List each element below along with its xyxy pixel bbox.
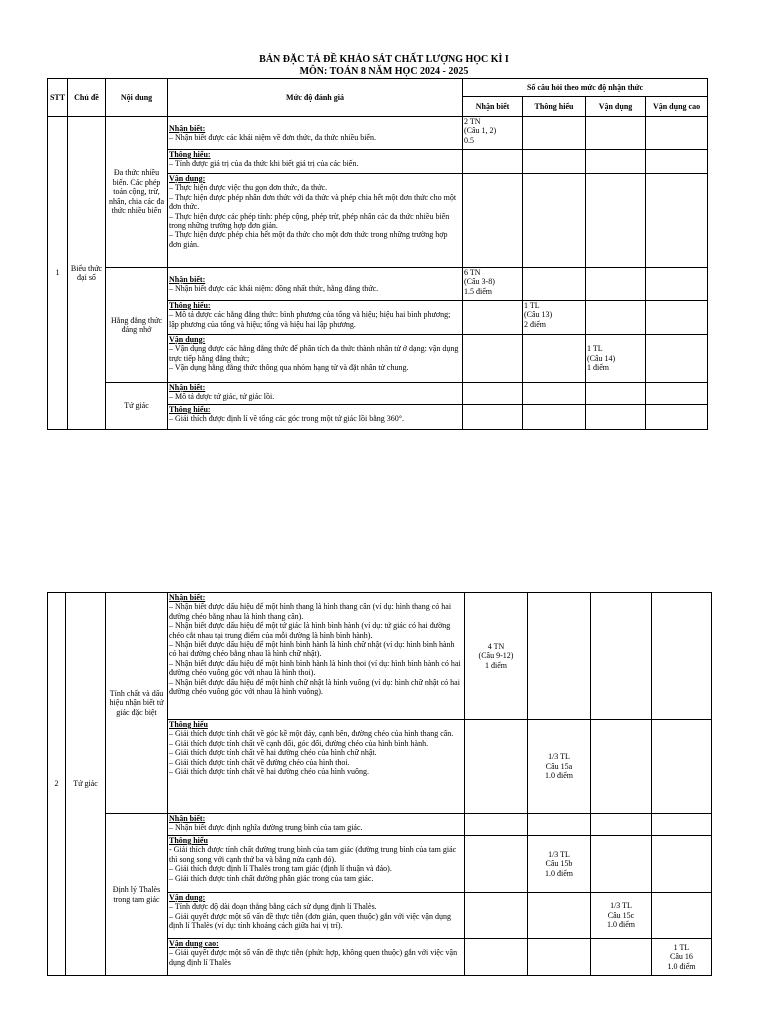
criteria-line: – Tính được độ dài đoạn thẳng bằng cách sử dụng định lí Thalès.: [169, 902, 377, 912]
thong-hieu-cell: [523, 405, 586, 430]
criteria-cell: [168, 301, 463, 335]
nhan-biet-cell: [463, 405, 523, 430]
thong-hieu-cell: [523, 383, 586, 405]
nhan-biet-cell: [463, 150, 523, 174]
score-text: 1 điểm: [587, 363, 609, 373]
header-so-cau: Số câu hỏi theo mức độ nhận thức: [463, 79, 708, 97]
van-dung-cell: [586, 117, 646, 150]
van-dung-cell: [591, 893, 652, 939]
level-label: Thông hiểu:: [169, 405, 211, 414]
nhan-biet-cell: [465, 893, 528, 939]
content-cell: Đa thức nhiều biến. Các phép toán cộng, trừ, nhân, chia các đa thức nhiều biến: [106, 117, 168, 268]
criteria-line: – Mô tả được các hằng đẳng thức: bình phương của tổng và hiệu; hiệu hai bình phương; lập phương của tổng và hiệu; tổng và hiệu hai lập phương.: [169, 310, 451, 329]
van-dung-cell: [586, 301, 646, 335]
level-label: Thông hiểu: [169, 720, 208, 729]
header-stt: STT: [48, 79, 68, 117]
score-text: 0.5: [464, 135, 474, 145]
criteria-line: – Thực hiện được việc thu gọn đơn thức, đa thức.: [169, 183, 328, 193]
level-label: Nhận biết:: [169, 123, 206, 133]
nhan-biet-cell: [465, 814, 528, 836]
criteria-line: – Giải thích được tính chất về hai đường chéo của hình chữ nhật.: [169, 748, 377, 758]
nhan-biet-cell: [465, 593, 528, 720]
level-label: Nhận biết:: [169, 274, 206, 284]
criteria-line: – Nhận biết được các khái niệm: đồng nhất thức, hằng đẳng thức.: [169, 284, 379, 293]
criteria-line: – Nhận biết được dấu hiệu để một hình bình hành là hình thoi (ví dụ: hình bình hành có hai đường chéo vuông góc với nhau là hình thoi).: [169, 658, 461, 678]
van-dung-cao-cell: [646, 383, 708, 405]
criteria-line: – Vận dụng được các hằng đẳng thức để phân tích đa thức thành nhân tử ở dạng: vận dụng trực tiếp hằng đẳng thức;: [169, 344, 459, 363]
score-text: 1.0 điểm: [545, 868, 573, 878]
van-dung-cao-cell: [652, 814, 712, 836]
header-chu-de: Chủ đề: [68, 79, 106, 117]
count-text: 1/3 TL: [548, 849, 570, 859]
van-dung-cell: [591, 814, 652, 836]
criteria-line: – Nhận biết được dấu hiệu để một hình chữ nhật là hình vuông (ví dụ: hình chữ nhật có hai đường chéo vuông góc với nhau là hình vuông).: [169, 677, 460, 697]
van-dung-cao-cell: [646, 301, 708, 335]
table-row: [48, 117, 708, 150]
criteria-line: – Giải thích được tính chất về cạnh đối, góc đối, đường chéo của hình bình hành.: [169, 738, 429, 748]
score-text: 1.0 điểm: [607, 920, 635, 930]
van-dung-cell: [586, 150, 646, 174]
criteria-line: – Nhận biết được các khái niệm về đơn thức, đa thức nhiều biến.: [169, 133, 376, 142]
criteria-line: – Tính được giá trị của đa thức khi biết giá trị của các biến.: [169, 159, 359, 169]
thong-hieu-cell: [523, 301, 586, 335]
criteria-cell: [168, 174, 463, 268]
count-text: 4 TN: [487, 641, 505, 651]
spec-table-2: [47, 592, 712, 976]
van-dung-cell: [586, 383, 646, 405]
thong-hieu-cell: [523, 335, 586, 383]
topic-cell: Biểu thức đại số: [68, 117, 106, 430]
thong-hieu-cell: [528, 593, 591, 720]
thong-hieu-cell: [528, 893, 591, 939]
header-van-dung-cao: Vận dụng cao: [646, 97, 708, 117]
van-dung-cell: [586, 335, 646, 383]
van-dung-cell: [591, 939, 652, 976]
stt-cell: 2: [48, 593, 66, 976]
van-dung-cell: [586, 405, 646, 430]
van-dung-cell: [591, 720, 652, 814]
criteria-line: – Nhận biết được dấu hiệu để một tứ giác là hình bình hành (ví dụ: tứ giác có hai đường chéo cắt nhau tại trung điểm của mỗi đường là hình bình hành).: [169, 621, 451, 640]
van-dung-cao-cell: [652, 893, 712, 939]
van-dung-cao-cell: [646, 117, 708, 150]
level-label: Vận dụng cao:: [169, 939, 219, 948]
level-label: Nhận biết:: [169, 814, 206, 823]
criteria-line: – Giải thích được định lí Thalès trong tam giác (định lí thuận và đảo).: [169, 864, 392, 874]
van-dung-cao-cell: [646, 268, 708, 301]
table-row: [48, 268, 708, 301]
criteria-cell: [168, 593, 465, 720]
nhan-biet-cell: [465, 720, 528, 814]
van-dung-cao-cell: [646, 405, 708, 430]
criteria-line: – Giải quyết được một số vấn đề thực tiễn (phức hợp, không quen thuộc) gắn với việc vận dụng định lí Thalès: [169, 948, 458, 967]
criteria-line: – Giải thích được tính chất đường phân giác trong của tam giác.: [169, 873, 374, 883]
criteria-cell: [168, 405, 463, 430]
nhan-biet-cell: [465, 836, 528, 893]
nhan-biet-cell: [465, 939, 528, 976]
criteria-cell: [168, 383, 463, 405]
criteria-line: – Giải thích được tính chất về góc kề một đáy, cạnh bên, đường chéo của hình thang cân.: [169, 729, 454, 739]
thong-hieu-cell: [528, 836, 591, 893]
criteria-cell: [168, 814, 465, 836]
criteria-line: – Nhận biết được dấu hiệu để một hình bình hành là hình chữ nhật (ví dụ: hình bình hành có hai đường chéo bằng nhau là hình chữ nhật).: [169, 640, 455, 659]
nhan-biet-cell: [463, 383, 523, 405]
criteria-cell: [168, 939, 465, 976]
score-text: 2 điểm: [524, 319, 546, 329]
van-dung-cao-cell: [652, 720, 712, 814]
van-dung-cell: [586, 268, 646, 301]
header-van-dung: Vận dụng: [586, 97, 646, 117]
criteria-cell: [168, 720, 465, 814]
content-cell: Tứ giác: [106, 383, 168, 430]
content-cell: Hằng đẳng thức đáng nhớ: [106, 268, 168, 383]
question-ref: (Câu 9-12): [478, 651, 514, 661]
van-dung-cell: [586, 174, 646, 268]
thong-hieu-cell: [523, 117, 586, 150]
criteria-cell: [168, 836, 465, 893]
question-ref: (Câu 13): [524, 310, 553, 320]
van-dung-cao-cell: [646, 150, 708, 174]
count-text: 6 TN: [464, 268, 481, 277]
content-cell: Định lý Thalès trong tam giác: [106, 814, 168, 976]
level-label: Nhận biết:: [169, 383, 206, 392]
score-text: 1.5 điểm: [464, 286, 492, 296]
van-dung-cell: [591, 836, 652, 893]
doc-subtitle: MÔN: TOÁN 8 NĂM HỌC 2024 - 2025: [299, 66, 469, 77]
criteria-line: – Nhận biết được định nghĩa đường trung bình của tam giác.: [169, 823, 363, 833]
criteria-cell: [168, 335, 463, 383]
header-nhan-biet: Nhận biết: [463, 97, 523, 117]
thong-hieu-cell: [523, 268, 586, 301]
question-ref: Câu 16: [670, 952, 693, 962]
level-label: Vận dụng:: [169, 335, 206, 344]
level-label: Thông hiểu:: [169, 301, 211, 310]
criteria-line: – Giải thích được định lí về tổng các góc trong một tứ giác lồi bằng 360°.: [169, 414, 404, 424]
criteria-line: - Giải thích được tính chất đường trung bình của tam giác (đường trung bình của tam giác thì song song với cạnh thứ ba và bằng nửa cạnh đó).: [169, 845, 457, 864]
van-dung-cao-cell: [646, 335, 708, 383]
question-ref: (Câu 14): [587, 353, 616, 363]
level-label: Vận dụng:: [169, 174, 206, 183]
van-dung-cell: [591, 593, 652, 720]
criteria-line: – Giải thích được tính chất về hai đường chéo của hình vuông.: [169, 767, 369, 777]
thong-hieu-cell: [528, 720, 591, 814]
score-text: 1 điểm: [485, 660, 507, 670]
question-ref: (Câu 1, 2): [464, 126, 497, 136]
question-ref: Câu 15c: [607, 910, 635, 920]
thong-hieu-cell: [523, 174, 586, 268]
van-dung-cao-cell: [646, 174, 708, 268]
nhan-biet-cell: [463, 301, 523, 335]
criteria-line: – Nhận biết được dấu hiệu để một hình thang là hình thang cân (ví dụ: hình thang có hai đường chéo bằng nhau là hình thang cân).: [169, 602, 452, 621]
table-row: [48, 593, 712, 720]
stt-cell: 1: [48, 117, 68, 430]
van-dung-cao-cell: [652, 939, 712, 976]
criteria-cell: [168, 117, 463, 150]
table-row: [48, 814, 712, 836]
score-text: 1.0 điểm: [667, 961, 696, 971]
nhan-biet-cell: [463, 174, 523, 268]
nhan-biet-cell: [463, 335, 523, 383]
count-text: 1/3 TL: [548, 752, 570, 762]
count-text: 1 TL: [673, 942, 690, 952]
count-text: 1/3 TL: [610, 901, 632, 911]
count-text: 1 TL: [587, 344, 603, 354]
nhan-biet-cell: [463, 268, 523, 301]
van-dung-cao-cell: [652, 836, 712, 893]
thong-hieu-cell: [528, 939, 591, 976]
criteria-line: – Thực hiện được phép chia hết một đa thức cho một đơn thức trong những trường hợp đơn giản.: [169, 230, 448, 249]
thong-hieu-cell: [523, 150, 586, 174]
spec-table-1: [47, 78, 708, 430]
question-ref: Câu 15a: [545, 761, 573, 771]
level-label: Thông hiểu:: [169, 150, 211, 159]
table-row: [48, 383, 708, 405]
criteria-line: – Thực hiện được các phép tính: phép cộng, phép trừ, phép nhân các đa thức nhiều biến trong những trường hợp đơn giản.: [169, 211, 450, 231]
criteria-line: – Thực hiện được phép nhân đơn thức với đa thức và phép chia hết một đơn thức cho một đơn thức.: [169, 192, 457, 212]
score-text: 1.0 điểm: [545, 771, 573, 781]
doc-title: BẢN ĐẶC TẢ ĐỀ KHẢO SÁT CHẤT LƯỢNG HỌC KÌ I: [259, 54, 509, 65]
question-ref: (Câu 3-8): [464, 277, 495, 287]
level-label: Thông hiểu: [169, 836, 208, 845]
criteria-cell: [168, 893, 465, 939]
question-ref: Câu 15b: [545, 859, 573, 869]
level-label: Nhận biết:: [169, 593, 206, 602]
thong-hieu-cell: [528, 814, 591, 836]
nhan-biet-cell: [463, 117, 523, 150]
criteria-cell: [168, 268, 463, 301]
level-label: Vận dụng:: [169, 893, 206, 902]
count-text: 1 TL: [524, 301, 540, 310]
criteria-line: – Giải thích được tính chất về đường chéo của hình thoi.: [169, 757, 350, 767]
criteria-cell: [168, 150, 463, 174]
header-thong-hieu: Thông hiểu: [523, 97, 586, 117]
topic-cell: Tứ giác: [66, 593, 106, 976]
criteria-line: – Giải quyết được một số vấn đề thực tiễn (đơn giản, quen thuộc) gắn với việc vận dụng định lí Thalès (ví dụ: tính khoảng cách giữa hai vị trí).: [169, 911, 451, 931]
header-muc-do: Mức độ đánh giá: [168, 79, 463, 117]
count-text: 2 TN: [464, 117, 481, 126]
content-cell: Tính chất và dấu hiệu nhận biết tứ giác đặc biệt: [106, 593, 168, 814]
criteria-line: – Vận dụng hằng đẳng thức thông qua nhóm hạng tử và đặt nhân tử chung.: [169, 363, 409, 373]
header-noi-dung: Nội dung: [106, 79, 168, 117]
criteria-line: – Mô tả được tứ giác, tứ giác lồi.: [169, 392, 275, 402]
van-dung-cao-cell: [652, 593, 712, 720]
